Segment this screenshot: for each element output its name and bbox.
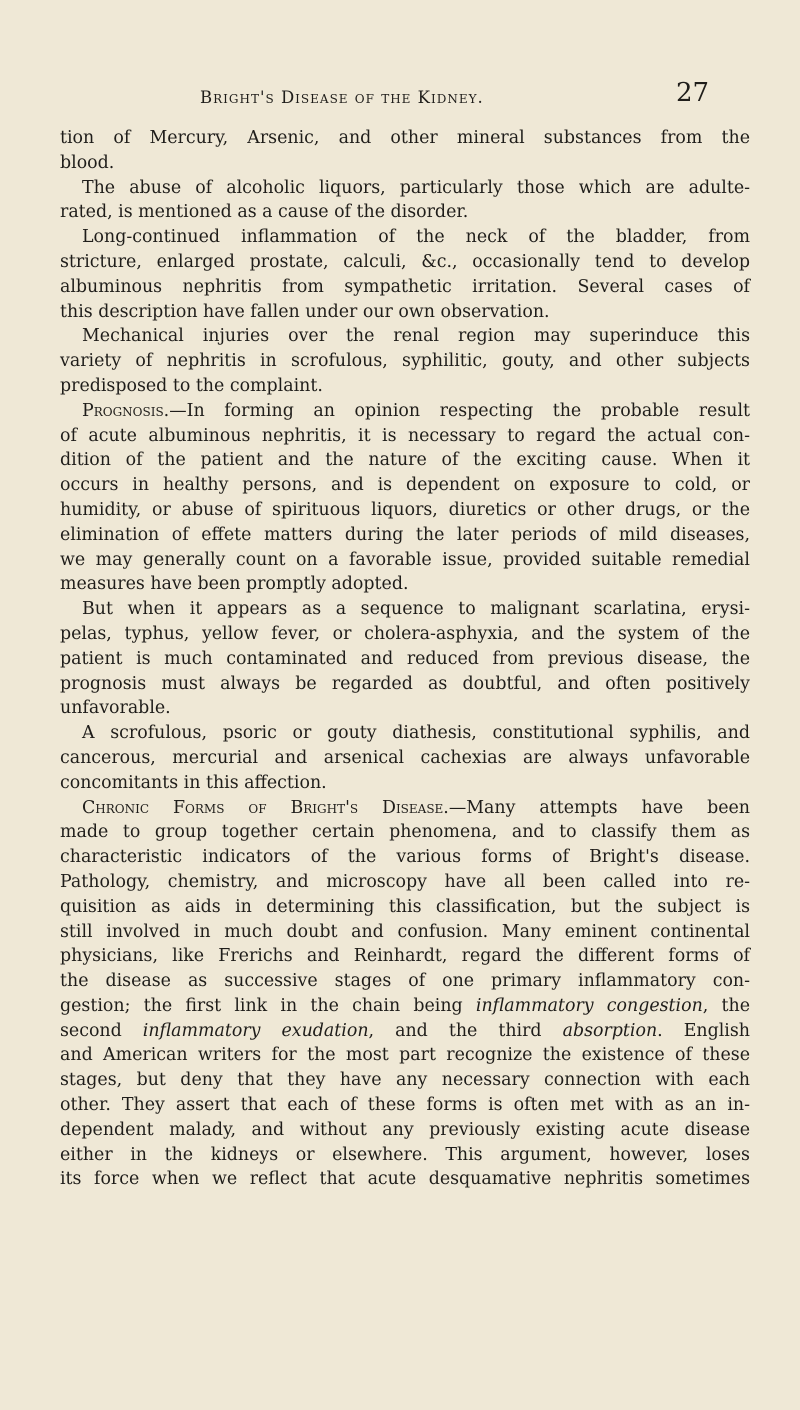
text-line: humidity, or abuse of spirituous liquors, diuretics or other drugs, or the bbox=[60, 499, 750, 520]
text-line: its force when we reflect that acute desquamative nephritis sometimes bbox=[60, 1169, 750, 1190]
text-line: rated, is mentioned as a cause of the disorder. bbox=[60, 202, 469, 223]
line-text: , and the third bbox=[368, 1020, 563, 1041]
section-heading: Chronic Forms of Bright's Disease. bbox=[82, 797, 449, 818]
section-heading: Prognosis. bbox=[82, 400, 170, 421]
text-line: physicians, like Frerichs and Reinhardt, regard the different forms of bbox=[60, 946, 750, 967]
text-line: prognosis must always be regarded as doubtful, and often positively bbox=[60, 673, 750, 694]
text-line: albuminous nephritis from sympathetic irritation. Several cases of bbox=[60, 276, 750, 297]
text-line: stricture, enlarged prostate, calculi, &c., occasionally tend to develop bbox=[60, 251, 750, 272]
line-text: —In forming an opinion respecting the probable result bbox=[169, 400, 750, 421]
text-line bbox=[60, 1019, 750, 1044]
text-line: The abuse of alcoholic liquors, particularly those which are adulte- bbox=[82, 177, 750, 198]
page-number: 27 bbox=[676, 78, 710, 108]
text-line: blood. bbox=[60, 152, 115, 173]
italic-term: absorption bbox=[562, 1020, 658, 1041]
text-line: of acute albuminous nephritis, it is necessary to regard the actual con- bbox=[60, 425, 750, 446]
line-text: . English bbox=[657, 1020, 750, 1041]
text-line: either in the kidneys or elsewhere. This argument, however, loses bbox=[60, 1144, 750, 1165]
line-text: —Many attempts have been bbox=[448, 797, 750, 818]
text-line: still involved in much doubt and confusion. Many eminent continental bbox=[60, 921, 750, 942]
text-line: occurs in healthy persons, and is dependent on exposure to cold, or bbox=[60, 475, 750, 496]
text-line: Pathology, chemistry, and microscopy have all been called into re- bbox=[60, 871, 750, 892]
text-line: measures have been promptly adopted. bbox=[60, 574, 409, 595]
text-line: stages, but deny that they have any necessary connection with each bbox=[60, 1070, 750, 1091]
text-line: we may generally count on a favorable issue, provided suitable remedial bbox=[60, 549, 750, 570]
text-line: elimination of effete matters during the later periods of mild diseases, bbox=[60, 524, 750, 545]
text-line: quisition as aids in determining this classification, but the subject is bbox=[60, 896, 750, 917]
italic-term: inflammatory congestion bbox=[475, 995, 703, 1016]
text-line: other. They assert that each of these forms is often met with as an in- bbox=[60, 1095, 750, 1116]
line-text: second bbox=[60, 1020, 143, 1041]
text-line: A scrofulous, psoric or gouty diathesis, constitutional syphilis, and bbox=[82, 723, 750, 744]
text-line: patient is much contaminated and reduced from previous disease, the bbox=[60, 648, 750, 669]
text-line: and American writers for the most part recognize the existence of these bbox=[60, 1045, 750, 1066]
text-line bbox=[60, 796, 750, 821]
text-line: pelas, typhus, yellow fever, or cholera-asphyxia, and the system of the bbox=[60, 623, 750, 644]
running-title: Bright's Disease of the Kidney. bbox=[200, 88, 484, 107]
text-line: tion of Mercury, Arsenic, and other mineral substances from the bbox=[60, 128, 750, 148]
text-line: predisposed to the complaint. bbox=[60, 375, 323, 396]
text-line: cancerous, mercurial and arsenical cachexias are always unfavorable bbox=[60, 747, 750, 768]
text-line: made to group together certain phenomena, and to classify them as bbox=[60, 822, 750, 843]
line-text: gestion; the first link in the chain being bbox=[60, 995, 476, 1016]
text-line: unfavorable. bbox=[60, 698, 171, 719]
text-line: concomitants in this affection. bbox=[60, 772, 327, 793]
text-line: Mechanical injuries over the renal region may superinduce this bbox=[82, 326, 750, 347]
running-head bbox=[0, 78, 800, 124]
text-line: dependent malady, and without any previously existing acute disease bbox=[60, 1119, 750, 1140]
text-line: Long-continued inflammation of the neck of the bladder, from bbox=[82, 227, 750, 248]
text-line bbox=[60, 994, 750, 1019]
text-line: dition of the patient and the nature of the exciting cause. When it bbox=[60, 450, 750, 471]
text-line: But when it appears as a sequence to malignant scarlatina, erysi- bbox=[82, 599, 750, 620]
text-line: this description have fallen under our own observation. bbox=[60, 301, 550, 322]
text-line: the disease as successive stages of one primary inflammatory con- bbox=[60, 971, 750, 992]
text-line: characteristic indicators of the various forms of Bright's disease. bbox=[60, 847, 750, 868]
body-text bbox=[60, 126, 750, 1192]
text-line bbox=[60, 399, 750, 424]
text-line: variety of nephritis in scrofulous, syphilitic, gouty, and other subjects bbox=[60, 351, 750, 372]
line-text: , the bbox=[702, 995, 750, 1016]
italic-term: inflammatory exudation bbox=[142, 1020, 369, 1041]
